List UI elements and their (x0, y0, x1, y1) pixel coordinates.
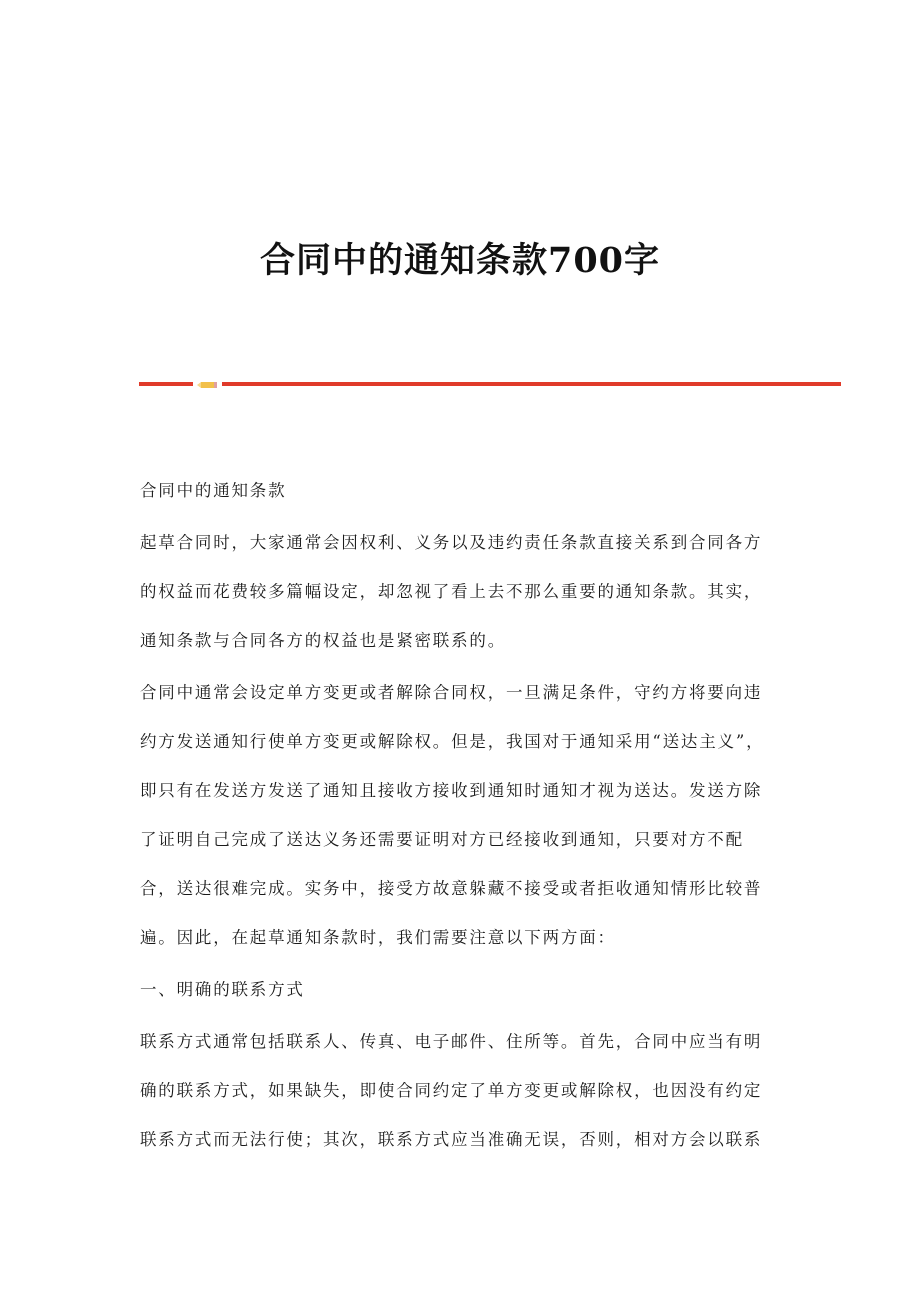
section-heading: 合同中的通知条款 (140, 481, 287, 500)
divider-bar-left (139, 382, 193, 386)
document-body (140, 466, 772, 1167)
pencil-icon (197, 381, 217, 389)
page-title: 合同中的通知条款700字 (259, 240, 661, 282)
paragraph: 联系方式通常包括联系人、传真、电子邮件、住所等。首先，合同中应当有明确的联系方式，如果缺失，即使合同约定了单方变更或解除权，也因没有约定联系方式而无法行使；其次，联系方式应当准确无误，否则，相对方会以联系 (140, 1032, 763, 1149)
paragraph: 合同中通常会设定单方变更或者解除合同权，一旦满足条件，守约方将要向违约方发送通知行使单方变更或解除权。但是，我国对于通知采用“送达主义”，即只有在发送方发送了通知且接收方接收到通知时通知才视为送达。发送方除了证明自己完成了送达义务还需要证明对方已经接收到通知，只要对方不配合，送达很难完成。实务中，接受方故意躲藏不接受或者拒收通知情形比较普遍。因此，在起草通知条款时，我们需要注意以下两方面： (140, 683, 765, 947)
divider-bar-right (222, 382, 841, 386)
title-divider (139, 379, 841, 391)
paragraph: 起草合同时，大家通常会因权利、义务以及违约责任条款直接关系到合同各方的权益而花费较多篇幅设定，却忽视了看上去不那么重要的通知条款。其实，通知条款与合同各方的权益也是紧密联系的。 (140, 533, 763, 650)
section-heading: 一、明确的联系方式 (140, 980, 305, 999)
